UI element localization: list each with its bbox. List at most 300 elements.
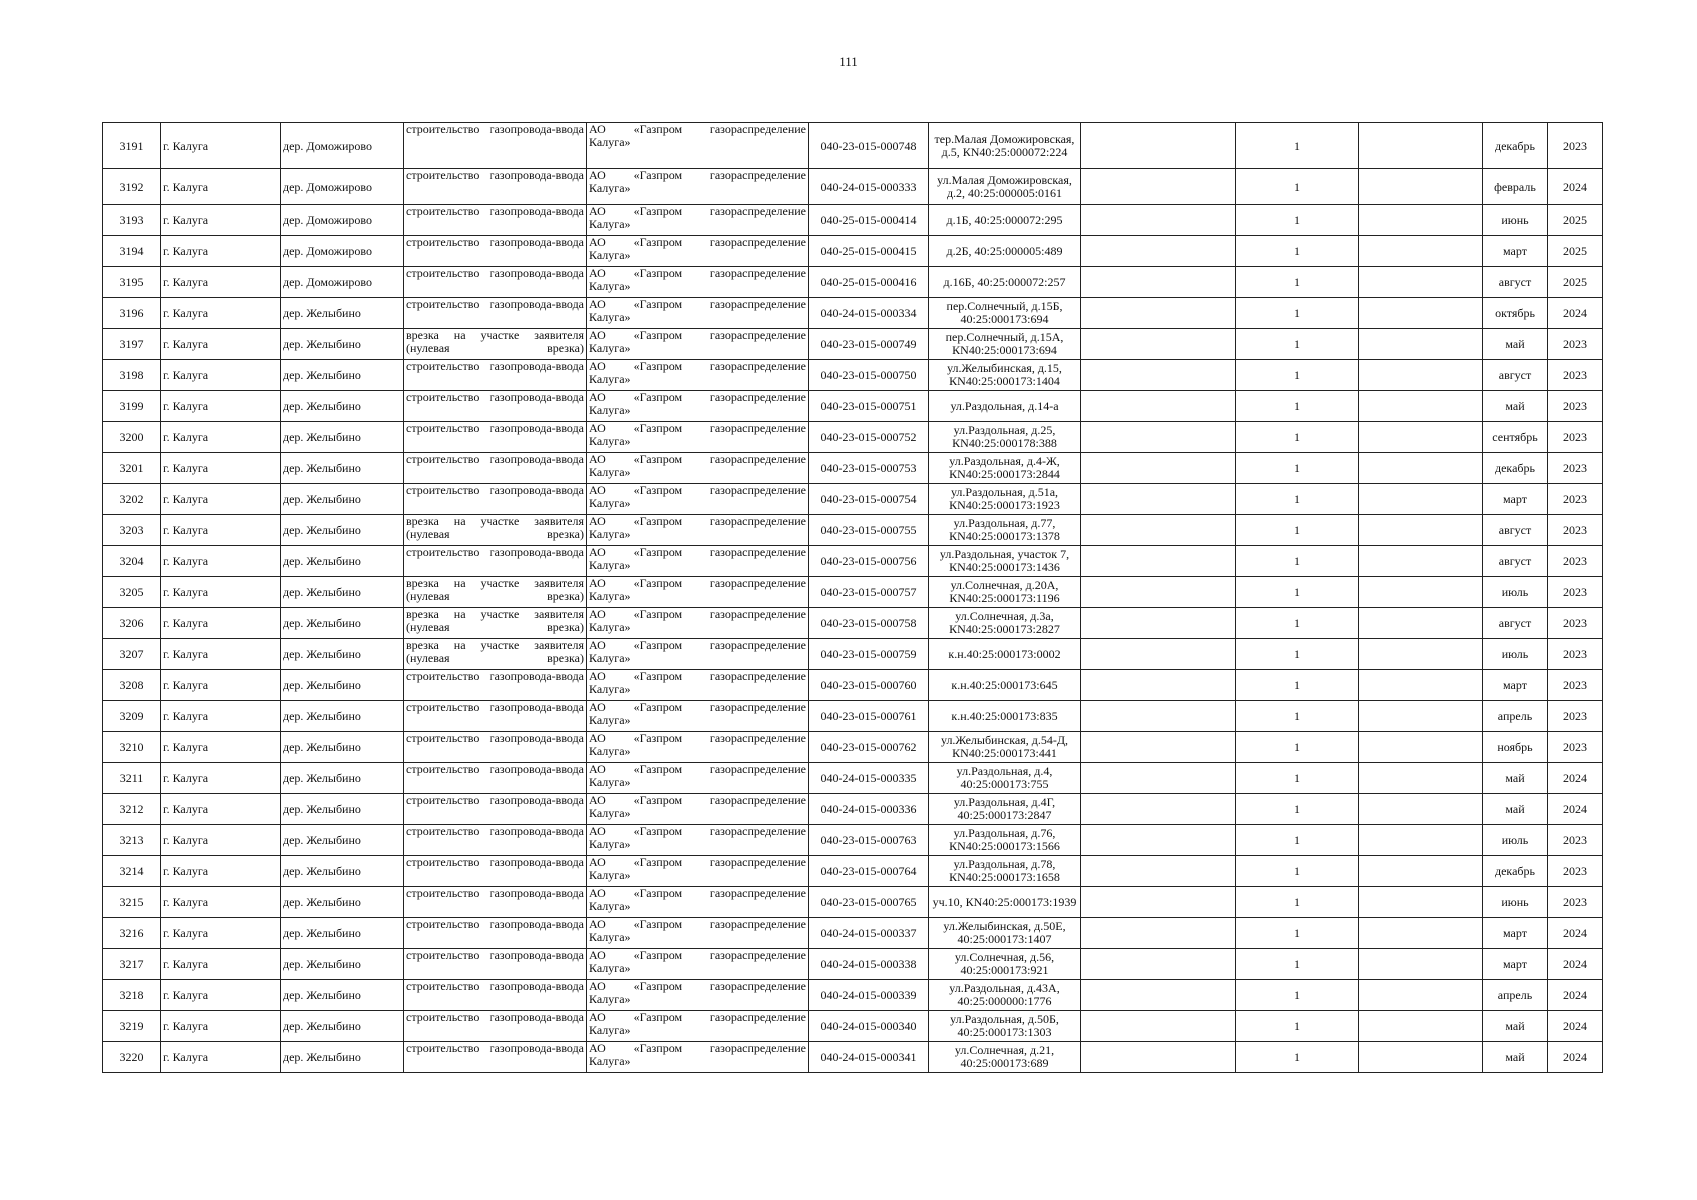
year-cell: 2023	[1548, 577, 1603, 608]
empty-cell	[1359, 825, 1483, 856]
empty-cell	[1081, 515, 1236, 546]
month-cell: май	[1483, 1042, 1548, 1073]
page-number: 111	[839, 54, 858, 69]
organization-line-1: АО «Газпром газораспределение	[589, 638, 806, 652]
row-number: 3204	[103, 546, 161, 577]
empty-cell	[1081, 169, 1236, 205]
organization-cell	[587, 577, 809, 608]
empty-cell	[1081, 577, 1236, 608]
row-number: 3207	[103, 639, 161, 670]
organization-line-1: АО «Газпром газораспределение	[589, 1041, 806, 1055]
request-code-cell: 040-23-015-000762	[809, 732, 929, 763]
year-cell: 2023	[1548, 453, 1603, 484]
work-type-cell: строительство газопровода-ввода	[404, 887, 587, 918]
address-cell: ул.Раздольная, д.4-Ж, КN40:25:000173:2844	[929, 453, 1081, 484]
month-cell: август	[1483, 546, 1548, 577]
village-cell: дер. Желыбино	[281, 980, 404, 1011]
empty-cell	[1081, 887, 1236, 918]
request-code-cell: 040-23-015-000761	[809, 701, 929, 732]
organization-line-1: АО «Газпром газораспределение	[589, 1010, 806, 1024]
city-cell: г. Калуга	[161, 887, 281, 918]
row-number: 3212	[103, 794, 161, 825]
year-cell: 2024	[1548, 980, 1603, 1011]
organization-cell	[587, 794, 809, 825]
year-cell: 2024	[1548, 169, 1603, 205]
organization-line-2: Калуга»	[589, 496, 631, 510]
table-row	[103, 980, 1603, 1011]
row-number: 3213	[103, 825, 161, 856]
organization-line-1: АО «Газпром газораспределение	[589, 979, 806, 993]
village-cell: дер. Доможирово	[281, 123, 404, 169]
city-cell: г. Калуга	[161, 267, 281, 298]
work-type-cell: строительство газопровода-ввода	[404, 918, 587, 949]
table-row	[103, 453, 1603, 484]
address-cell: д.2Б, 40:25:000005:489	[929, 236, 1081, 267]
city-cell: г. Калуга	[161, 949, 281, 980]
organization-cell	[587, 329, 809, 360]
organization-line-2: Калуга»	[589, 589, 631, 603]
organization-cell	[587, 236, 809, 267]
address-cell: ул.Раздольная, д.51а, КN40:25:000173:1923	[929, 484, 1081, 515]
year-cell: 2024	[1548, 918, 1603, 949]
city-cell: г. Калуга	[161, 670, 281, 701]
village-cell: дер. Желыбино	[281, 949, 404, 980]
work-type-cell: строительство газопровода-ввода	[404, 1042, 587, 1073]
address-cell: ул.Желыбинская, д.15, КN40:25:000173:1404	[929, 360, 1081, 391]
empty-cell	[1081, 949, 1236, 980]
organization-cell	[587, 918, 809, 949]
organization-line-1: АО «Газпром газораспределение	[589, 297, 806, 311]
empty-cell	[1359, 515, 1483, 546]
city-cell: г. Калуга	[161, 422, 281, 453]
village-cell: дер. Желыбино	[281, 763, 404, 794]
empty-cell	[1359, 701, 1483, 732]
year-cell: 2023	[1548, 639, 1603, 670]
row-number: 3209	[103, 701, 161, 732]
table-row	[103, 360, 1603, 391]
request-code-cell: 040-24-015-000339	[809, 980, 929, 1011]
city-cell: г. Калуга	[161, 453, 281, 484]
city-cell: г. Калуга	[161, 577, 281, 608]
organization-cell	[587, 980, 809, 1011]
organization-line-2: Калуга»	[589, 341, 631, 355]
work-type-cell: строительство газопровода-ввода	[404, 267, 587, 298]
address-cell: ул.Солнечная, д.56, 40:25:000173:921	[929, 949, 1081, 980]
table-row	[103, 267, 1603, 298]
request-code-cell: 040-23-015-000750	[809, 360, 929, 391]
work-type-cell: врезка на участке заявителя (нулевая врезка)	[404, 329, 587, 360]
village-cell: дер. Желыбино	[281, 639, 404, 670]
empty-cell	[1081, 205, 1236, 236]
address-cell: ул.Раздольная, д.78, КN40:25:000173:1658	[929, 856, 1081, 887]
row-number: 3205	[103, 577, 161, 608]
table-row	[103, 825, 1603, 856]
work-type-cell: строительство газопровода-ввода	[404, 236, 587, 267]
table-row	[103, 856, 1603, 887]
city-cell: г. Калуга	[161, 732, 281, 763]
request-code-cell: 040-24-015-000335	[809, 763, 929, 794]
month-cell: май	[1483, 1011, 1548, 1042]
work-type-cell: строительство газопровода-ввода	[404, 949, 587, 980]
village-cell: дер. Желыбино	[281, 1011, 404, 1042]
organization-line-1: АО «Газпром газораспределение	[589, 607, 806, 621]
village-cell: дер. Желыбино	[281, 298, 404, 329]
organization-line-2: Калуга»	[589, 248, 631, 262]
empty-cell	[1081, 825, 1236, 856]
organization-line-1: АО «Газпром газораспределение	[589, 514, 806, 528]
request-code-cell: 040-24-015-000337	[809, 918, 929, 949]
empty-cell	[1081, 329, 1236, 360]
quantity-cell: 1	[1236, 887, 1359, 918]
address-cell: ул.Желыбинская, д.50Е, 40:25:000173:1407	[929, 918, 1081, 949]
year-cell: 2024	[1548, 763, 1603, 794]
organization-line-2: Калуга»	[589, 806, 631, 820]
quantity-cell: 1	[1236, 794, 1359, 825]
village-cell: дер. Желыбино	[281, 887, 404, 918]
request-code-cell: 040-24-015-000340	[809, 1011, 929, 1042]
empty-cell	[1359, 1042, 1483, 1073]
empty-cell	[1081, 422, 1236, 453]
month-cell: август	[1483, 608, 1548, 639]
empty-cell	[1081, 236, 1236, 267]
organization-line-1: АО «Газпром газораспределение	[589, 824, 806, 838]
organization-cell	[587, 422, 809, 453]
year-cell: 2025	[1548, 205, 1603, 236]
quantity-cell: 1	[1236, 918, 1359, 949]
empty-cell	[1359, 453, 1483, 484]
empty-cell	[1081, 918, 1236, 949]
row-number: 3217	[103, 949, 161, 980]
work-type-cell: строительство газопровода-ввода	[404, 123, 587, 169]
organization-cell	[587, 887, 809, 918]
work-type-cell: строительство газопровода-ввода	[404, 546, 587, 577]
city-cell: г. Калуга	[161, 856, 281, 887]
request-code-cell: 040-23-015-000764	[809, 856, 929, 887]
village-cell: дер. Желыбино	[281, 515, 404, 546]
register-table	[102, 122, 1603, 1073]
organization-line-2: Калуга»	[589, 310, 631, 324]
city-cell: г. Калуга	[161, 169, 281, 205]
organization-line-1: АО «Газпром газораспределение	[589, 793, 806, 807]
work-type-cell: строительство газопровода-ввода	[404, 794, 587, 825]
month-cell: декабрь	[1483, 123, 1548, 169]
city-cell: г. Калуга	[161, 1042, 281, 1073]
row-number: 3218	[103, 980, 161, 1011]
empty-cell	[1359, 546, 1483, 577]
address-cell: пер.Солнечный, д.15А, КN40:25:000173:694	[929, 329, 1081, 360]
village-cell: дер. Желыбино	[281, 391, 404, 422]
organization-line-1: АО «Газпром газораспределение	[589, 917, 806, 931]
quantity-cell: 1	[1236, 298, 1359, 329]
empty-cell	[1081, 1011, 1236, 1042]
work-type-cell: строительство газопровода-ввода	[404, 980, 587, 1011]
table-row	[103, 577, 1603, 608]
empty-cell	[1359, 329, 1483, 360]
empty-cell	[1081, 360, 1236, 391]
table-row	[103, 1011, 1603, 1042]
address-cell: д.1Б, 40:25:000072:295	[929, 205, 1081, 236]
quantity-cell: 1	[1236, 577, 1359, 608]
table-row	[103, 422, 1603, 453]
empty-cell	[1081, 980, 1236, 1011]
request-code-cell: 040-23-015-000755	[809, 515, 929, 546]
empty-cell	[1359, 639, 1483, 670]
village-cell: дер. Желыбино	[281, 484, 404, 515]
month-cell: август	[1483, 267, 1548, 298]
organization-line-1: АО «Газпром газораспределение	[589, 886, 806, 900]
city-cell: г. Калуга	[161, 825, 281, 856]
quantity-cell: 1	[1236, 856, 1359, 887]
month-cell: ноябрь	[1483, 732, 1548, 763]
quantity-cell: 1	[1236, 422, 1359, 453]
empty-cell	[1359, 391, 1483, 422]
work-type-cell: строительство газопровода-ввода	[404, 360, 587, 391]
address-cell: д.16Б, 40:25:000072:257	[929, 267, 1081, 298]
work-type-cell: строительство газопровода-ввода	[404, 453, 587, 484]
request-code-cell: 040-24-015-000341	[809, 1042, 929, 1073]
request-code-cell: 040-23-015-000754	[809, 484, 929, 515]
address-cell: к.н.40:25:000173:0002	[929, 639, 1081, 670]
year-cell: 2024	[1548, 1011, 1603, 1042]
quantity-cell: 1	[1236, 360, 1359, 391]
request-code-cell: 040-23-015-000757	[809, 577, 929, 608]
address-cell: ул.Раздольная, д.25, КN40:25:000178:388	[929, 422, 1081, 453]
quantity-cell: 1	[1236, 123, 1359, 169]
organization-line-1: АО «Газпром газораспределение	[589, 266, 806, 280]
work-type-cell: врезка на участке заявителя (нулевая врезка)	[404, 577, 587, 608]
address-cell: ул.Раздольная, д.14-а	[929, 391, 1081, 422]
organization-line-1: АО «Газпром газораспределение	[589, 483, 806, 497]
month-cell: май	[1483, 763, 1548, 794]
address-cell: ул.Раздольная, д.4Г, 40:25:000173:2847	[929, 794, 1081, 825]
month-cell: апрель	[1483, 701, 1548, 732]
organization-line-1: АО «Газпром газораспределение	[589, 235, 806, 249]
quantity-cell: 1	[1236, 825, 1359, 856]
empty-cell	[1081, 391, 1236, 422]
address-cell: ул.Раздольная, д.50Б, 40:25:000173:1303	[929, 1011, 1081, 1042]
row-number: 3206	[103, 608, 161, 639]
empty-cell	[1081, 856, 1236, 887]
organization-cell	[587, 1011, 809, 1042]
organization-line-1: АО «Газпром газораспределение	[589, 669, 806, 683]
empty-cell	[1359, 887, 1483, 918]
work-type-cell: строительство газопровода-ввода	[404, 205, 587, 236]
row-number: 3202	[103, 484, 161, 515]
village-cell: дер. Желыбино	[281, 422, 404, 453]
work-type-cell: строительство газопровода-ввода	[404, 169, 587, 205]
month-cell: март	[1483, 918, 1548, 949]
work-type-cell: врезка на участке заявителя (нулевая врезка)	[404, 639, 587, 670]
address-cell: ул.Малая Доможировская, д.2, 40:25:000005:0161	[929, 169, 1081, 205]
table-row	[103, 1042, 1603, 1073]
request-code-cell: 040-23-015-000758	[809, 608, 929, 639]
organization-cell	[587, 360, 809, 391]
address-cell: ул.Раздольная, д.4, 40:25:000173:755	[929, 763, 1081, 794]
organization-cell	[587, 298, 809, 329]
quantity-cell: 1	[1236, 1042, 1359, 1073]
row-number: 3192	[103, 169, 161, 205]
city-cell: г. Калуга	[161, 918, 281, 949]
work-type-cell: врезка на участке заявителя (нулевая врезка)	[404, 515, 587, 546]
quantity-cell: 1	[1236, 267, 1359, 298]
city-cell: г. Калуга	[161, 639, 281, 670]
row-number: 3214	[103, 856, 161, 887]
work-type-cell: строительство газопровода-ввода	[404, 732, 587, 763]
organization-line-2: Калуга»	[589, 465, 631, 479]
empty-cell	[1359, 608, 1483, 639]
organization-line-2: Калуга»	[589, 372, 631, 386]
empty-cell	[1081, 484, 1236, 515]
month-cell: август	[1483, 515, 1548, 546]
organization-line-2: Калуга»	[589, 1054, 631, 1068]
village-cell: дер. Желыбино	[281, 732, 404, 763]
empty-cell	[1359, 236, 1483, 267]
empty-cell	[1081, 123, 1236, 169]
organization-cell	[587, 856, 809, 887]
year-cell: 2024	[1548, 949, 1603, 980]
address-cell: ул.Солнечная, д.3а, КN40:25:000173:2827	[929, 608, 1081, 639]
year-cell: 2023	[1548, 123, 1603, 169]
organization-cell	[587, 391, 809, 422]
empty-cell	[1359, 856, 1483, 887]
request-code-cell: 040-24-015-000334	[809, 298, 929, 329]
organization-line-1: АО «Газпром газораспределение	[589, 204, 806, 218]
table-row	[103, 205, 1603, 236]
organization-cell	[587, 670, 809, 701]
empty-cell	[1359, 670, 1483, 701]
organization-cell	[587, 1042, 809, 1073]
year-cell: 2023	[1548, 887, 1603, 918]
address-cell: ул.Желыбинская, д.54-Д, КN40:25:000173:441	[929, 732, 1081, 763]
quantity-cell: 1	[1236, 453, 1359, 484]
address-cell: ул.Раздольная, д.76, КN40:25:000173:1566	[929, 825, 1081, 856]
row-number: 3211	[103, 763, 161, 794]
organization-line-2: Калуга»	[589, 775, 631, 789]
organization-line-2: Калуга»	[589, 682, 631, 696]
village-cell: дер. Желыбино	[281, 794, 404, 825]
row-number: 3194	[103, 236, 161, 267]
empty-cell	[1359, 360, 1483, 391]
month-cell: май	[1483, 329, 1548, 360]
year-cell: 2023	[1548, 329, 1603, 360]
village-cell: дер. Желыбино	[281, 1042, 404, 1073]
year-cell: 2023	[1548, 856, 1603, 887]
month-cell: декабрь	[1483, 453, 1548, 484]
empty-cell	[1359, 732, 1483, 763]
work-type-cell: строительство газопровода-ввода	[404, 670, 587, 701]
empty-cell	[1081, 639, 1236, 670]
year-cell: 2024	[1548, 794, 1603, 825]
table-row	[103, 701, 1603, 732]
year-cell: 2025	[1548, 267, 1603, 298]
empty-cell	[1359, 1011, 1483, 1042]
month-cell: август	[1483, 360, 1548, 391]
organization-line-2: Калуга»	[589, 279, 631, 293]
city-cell: г. Калуга	[161, 701, 281, 732]
request-code-cell: 040-23-015-000763	[809, 825, 929, 856]
organization-line-2: Калуга»	[589, 837, 631, 851]
request-code-cell: 040-23-015-000760	[809, 670, 929, 701]
work-type-cell: строительство газопровода-ввода	[404, 298, 587, 329]
request-code-cell: 040-25-015-000414	[809, 205, 929, 236]
table-row	[103, 546, 1603, 577]
village-cell: дер. Желыбино	[281, 329, 404, 360]
request-code-cell: 040-24-015-000336	[809, 794, 929, 825]
organization-line-2: Калуга»	[589, 651, 631, 665]
organization-cell	[587, 701, 809, 732]
city-cell: г. Калуга	[161, 1011, 281, 1042]
table-row	[103, 763, 1603, 794]
quantity-cell: 1	[1236, 701, 1359, 732]
address-cell: ул.Солнечная, д.20А, КN40:25:000173:1196	[929, 577, 1081, 608]
organization-line-2: Калуга»	[589, 899, 631, 913]
organization-line-2: Калуга»	[589, 135, 631, 149]
month-cell: май	[1483, 391, 1548, 422]
row-number: 3191	[103, 123, 161, 169]
address-cell: уч.10, КN40:25:000173:1939	[929, 887, 1081, 918]
organization-line-1: АО «Газпром газораспределение	[589, 390, 806, 404]
city-cell: г. Калуга	[161, 546, 281, 577]
village-cell: дер. Доможирово	[281, 169, 404, 205]
work-type-cell: строительство газопровода-ввода	[404, 1011, 587, 1042]
table-row	[103, 515, 1603, 546]
row-number: 3220	[103, 1042, 161, 1073]
address-cell: ул.Солнечная, д.21, 40:25:000173:689	[929, 1042, 1081, 1073]
quantity-cell: 1	[1236, 608, 1359, 639]
village-cell: дер. Желыбино	[281, 918, 404, 949]
organization-line-1: АО «Газпром газораспределение	[589, 700, 806, 714]
request-code-cell: 040-23-015-000753	[809, 453, 929, 484]
table-row	[103, 329, 1603, 360]
table-row	[103, 608, 1603, 639]
empty-cell	[1081, 608, 1236, 639]
organization-line-2: Калуга»	[589, 713, 631, 727]
empty-cell	[1359, 169, 1483, 205]
village-cell: дер. Желыбино	[281, 453, 404, 484]
empty-cell	[1081, 546, 1236, 577]
table-row	[103, 484, 1603, 515]
request-code-cell: 040-24-015-000338	[809, 949, 929, 980]
month-cell: июнь	[1483, 205, 1548, 236]
table-row	[103, 670, 1603, 701]
organization-line-2: Калуга»	[589, 181, 631, 195]
empty-cell	[1359, 980, 1483, 1011]
organization-line-2: Калуга»	[589, 217, 631, 231]
month-cell: декабрь	[1483, 856, 1548, 887]
organization-line-1: АО «Газпром газораспределение	[589, 762, 806, 776]
row-number: 3196	[103, 298, 161, 329]
year-cell: 2023	[1548, 422, 1603, 453]
village-cell: дер. Желыбино	[281, 825, 404, 856]
village-cell: дер. Желыбино	[281, 360, 404, 391]
year-cell: 2023	[1548, 515, 1603, 546]
work-type-cell: строительство газопровода-ввода	[404, 701, 587, 732]
organization-line-2: Калуга»	[589, 992, 631, 1006]
organization-cell	[587, 608, 809, 639]
table-row	[103, 794, 1603, 825]
year-cell: 2023	[1548, 484, 1603, 515]
organization-cell	[587, 267, 809, 298]
year-cell: 2023	[1548, 391, 1603, 422]
month-cell: сентябрь	[1483, 422, 1548, 453]
organization-line-1: АО «Газпром газораспределение	[589, 731, 806, 745]
row-number: 3197	[103, 329, 161, 360]
month-cell: июль	[1483, 639, 1548, 670]
organization-line-2: Калуга»	[589, 403, 631, 417]
organization-cell	[587, 169, 809, 205]
work-type-cell: строительство газопровода-ввода	[404, 856, 587, 887]
empty-cell	[1359, 205, 1483, 236]
